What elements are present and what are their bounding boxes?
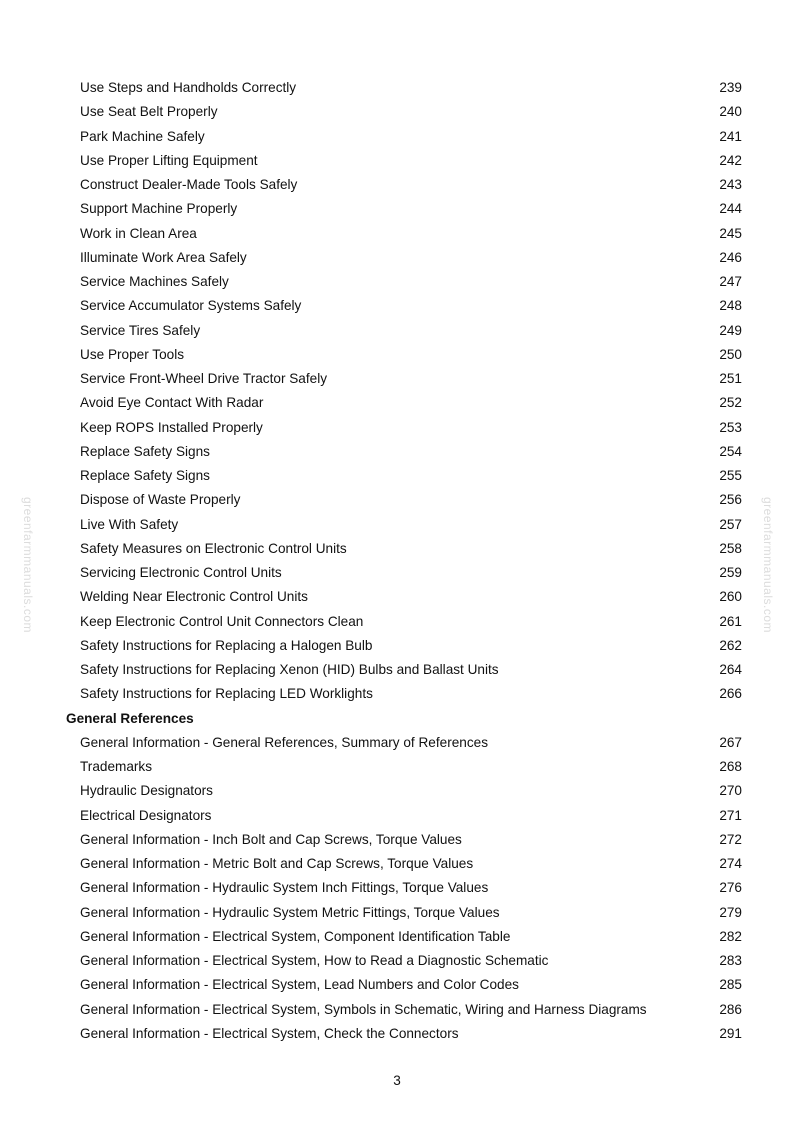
toc-entry-title: General Information - Electrical System, Check the Connectors	[80, 1025, 459, 1041]
toc-entry-page-number: 239	[719, 80, 742, 95]
toc-entry[interactable]	[0, 634, 794, 658]
toc-entry-page-number: 283	[719, 953, 742, 968]
toc-entry-page-number: 257	[719, 516, 742, 532]
toc-entry-title: Keep Electronic Control Unit Connectors Clean	[80, 613, 364, 629]
toc-entry-title: Service Machines Safely	[80, 274, 229, 289]
toc-entry-page-number: 266	[719, 686, 742, 702]
toc-entry[interactable]	[0, 876, 794, 900]
section-title: General References	[66, 710, 194, 726]
toc-entry-page-number: 260	[719, 589, 742, 605]
toc-entry-title: Service Accumulator Systems Safely	[80, 298, 302, 314]
toc-entry-page-number: 262	[719, 637, 742, 653]
toc-entry-page-number: 261	[719, 613, 742, 629]
toc-entry[interactable]	[0, 488, 794, 512]
toc-entry-page-number: 251	[719, 371, 742, 386]
toc-entry[interactable]	[0, 125, 794, 149]
toc-entry[interactable]	[0, 925, 794, 949]
toc-entry-page-number: 291	[719, 1025, 742, 1041]
toc-entry[interactable]	[0, 973, 794, 997]
toc-entry[interactable]	[0, 1022, 794, 1046]
table-of-contents	[0, 76, 794, 1046]
toc-entry[interactable]	[0, 731, 794, 755]
toc-entry[interactable]	[0, 610, 794, 634]
toc-entry-page-number: 245	[719, 225, 742, 241]
toc-entry-page-number: 285	[719, 977, 742, 993]
toc-entry-page-number: 268	[719, 759, 742, 774]
toc-entry-title: Use Steps and Handholds Correctly	[80, 80, 297, 95]
toc-entry[interactable]	[0, 173, 794, 197]
toc-entry-page-number: 240	[719, 104, 742, 120]
toc-entry-page-number: 271	[719, 807, 742, 823]
toc-entry-title: General Information - Hydraulic System Inch Fittings, Torque Values	[80, 880, 489, 896]
toc-entry-page-number: 282	[719, 928, 742, 944]
toc-entry-title: General Information - Electrical System, Component Identification Table	[80, 928, 511, 944]
toc-entry-page-number: 246	[719, 249, 742, 265]
watermark-right: greenfarmmanuals.com	[761, 496, 775, 634]
toc-entry[interactable]	[0, 658, 794, 682]
toc-entry-title: Construct Dealer-Made Tools Safely	[80, 177, 298, 192]
toc-entry-title: Service Tires Safely	[80, 322, 201, 338]
toc-entry[interactable]	[0, 513, 794, 537]
toc-entry-page-number: 247	[719, 274, 742, 289]
toc-entry-title: Support Machine Properly	[80, 201, 238, 217]
toc-entry-title: Hydraulic Designators	[80, 783, 213, 799]
toc-entry[interactable]	[0, 537, 794, 561]
toc-entry-page-number: 242	[719, 152, 742, 168]
toc-entry-title: Keep ROPS Installed Properly	[80, 419, 263, 435]
toc-entry-page-number: 279	[719, 904, 742, 920]
toc-entry-title: Use Seat Belt Properly	[80, 104, 218, 120]
toc-entry-title: Safety Instructions for Replacing a Halogen Bulb	[80, 637, 373, 653]
toc-entry-page-number: 264	[719, 662, 742, 677]
toc-entry[interactable]	[0, 464, 794, 488]
toc-entry[interactable]	[0, 998, 794, 1022]
toc-entry[interactable]	[0, 149, 794, 173]
toc-entry-page-number: 258	[719, 540, 742, 556]
toc-entry-title: Electrical Designators	[80, 807, 212, 823]
toc-entry-title: General Information - Electrical System, Lead Numbers and Color Codes	[80, 977, 519, 993]
toc-entry[interactable]	[0, 804, 794, 828]
toc-entry-page-number: 248	[719, 298, 742, 314]
toc-entry-title: General Information - Electrical System, How to Read a Diagnostic Schematic	[80, 953, 549, 968]
toc-entry-title: Replace Safety Signs	[80, 468, 210, 483]
toc-entry-title: General Information - Inch Bolt and Cap Screws, Torque Values	[80, 831, 462, 847]
toc-entry-title: Use Proper Tools	[80, 346, 185, 362]
toc-entry[interactable]	[0, 682, 794, 706]
toc-entry-title: Trademarks	[80, 759, 153, 774]
toc-entry-page-number: 241	[719, 128, 742, 144]
toc-entry[interactable]	[0, 222, 794, 246]
toc-entry[interactable]	[0, 76, 794, 100]
toc-entry[interactable]	[0, 949, 794, 973]
toc-entry-page-number: 276	[719, 880, 742, 896]
toc-entry-title: Replace Safety Signs	[80, 443, 210, 459]
toc-entry-title: Park Machine Safely	[80, 128, 205, 144]
toc-entry-title: Welding Near Electronic Control Units	[80, 589, 308, 605]
toc-entry[interactable]	[0, 100, 794, 124]
toc-entry[interactable]	[0, 416, 794, 440]
toc-entry-page-number: 267	[719, 734, 742, 750]
toc-entry-title: Illuminate Work Area Safely	[80, 249, 247, 265]
toc-entry-title: Avoid Eye Contact With Radar	[80, 395, 264, 411]
toc-entry[interactable]	[0, 585, 794, 609]
toc-entry[interactable]	[0, 852, 794, 876]
toc-entry-title: Safety Measures on Electronic Control Units	[80, 540, 347, 556]
toc-entry[interactable]	[0, 755, 794, 779]
toc-entry-page-number: 243	[719, 177, 742, 192]
toc-entry[interactable]	[0, 391, 794, 415]
toc-entry-page-number: 249	[719, 322, 742, 338]
toc-entry[interactable]	[0, 440, 794, 464]
toc-entry-page-number: 256	[719, 492, 742, 508]
toc-entry-page-number: 253	[719, 419, 742, 435]
toc-entry[interactable]	[0, 367, 794, 391]
toc-entry-page-number: 244	[719, 201, 742, 217]
toc-entry-title: Live With Safety	[80, 516, 179, 532]
toc-entry-page-number: 270	[719, 783, 742, 799]
toc-entry-title: Servicing Electronic Control Units	[80, 565, 282, 580]
toc-entry-title: Safety Instructions for Replacing Xenon (HID) Bulbs and Ballast Units	[80, 662, 499, 677]
toc-entry[interactable]	[0, 197, 794, 221]
toc-entry-title: Use Proper Lifting Equipment	[80, 152, 258, 168]
toc-entry-page-number: 274	[719, 856, 742, 871]
toc-entry-page-number: 272	[719, 831, 742, 847]
toc-entry[interactable]	[0, 901, 794, 925]
toc-entry-title: General Information - General References, Summary of References	[80, 734, 488, 750]
toc-entry-title: Service Front-Wheel Drive Tractor Safely	[80, 371, 328, 386]
toc-entry[interactable]	[0, 319, 794, 343]
page-number: 3	[393, 1073, 401, 1088]
toc-entry-title: Dispose of Waste Properly	[80, 492, 241, 508]
toc-entry-title: Safety Instructions for Replacing LED Worklights	[80, 686, 373, 702]
toc-entry-title: General Information - Hydraulic System Metric Fittings, Torque Values	[80, 904, 500, 920]
toc-entry-title: General Information - Metric Bolt and Cap Screws, Torque Values	[80, 856, 474, 871]
watermark-left: greenfarmmanuals.com	[21, 496, 35, 634]
toc-entry-page-number: 252	[719, 395, 742, 411]
toc-entry-page-number: 250	[719, 346, 742, 362]
toc-entry-page-number: 255	[719, 468, 742, 483]
toc-entry[interactable]	[0, 343, 794, 367]
toc-entry[interactable]	[0, 828, 794, 852]
toc-entry-page-number: 254	[719, 443, 742, 459]
toc-entry-title: General Information - Electrical System, Symbols in Schematic, Wiring and Harness Diagrams	[80, 1001, 647, 1017]
toc-entry[interactable]	[0, 246, 794, 270]
toc-entry[interactable]	[0, 294, 794, 318]
toc-entry-title: Work in Clean Area	[80, 225, 197, 241]
toc-entry-page-number: 286	[719, 1001, 742, 1017]
toc-entry[interactable]	[0, 561, 794, 585]
toc-section-heading	[0, 707, 794, 731]
toc-entry[interactable]	[0, 779, 794, 803]
toc-entry-page-number: 259	[719, 565, 742, 580]
toc-entry[interactable]	[0, 270, 794, 294]
